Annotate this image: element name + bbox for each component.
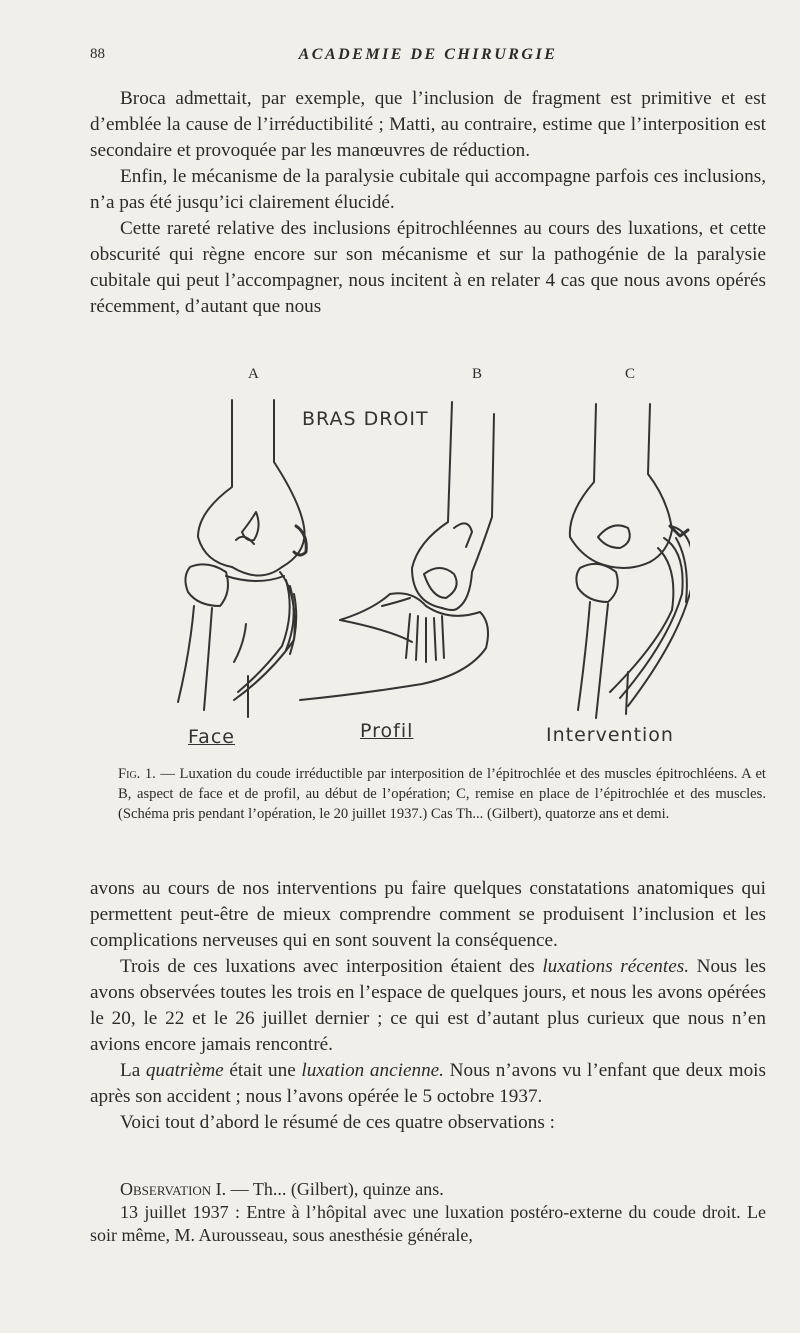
panel-label-profil: Profil: [360, 720, 414, 742]
observation-heading: [90, 1178, 766, 1201]
observation-label: Observation I.: [120, 1179, 227, 1199]
figure-caption: [118, 764, 766, 824]
panel-label-intervention: Intervention: [546, 724, 674, 746]
body-text: [90, 876, 766, 1136]
figure-elbow-diagram: [150, 362, 690, 754]
panel-intervention-drawing: [570, 404, 690, 718]
caption-label: Fig. 1.: [118, 766, 156, 782]
paragraph: Cette rareté relative des inclusions épitrochléennes au cours des luxations, et cette obscurité qui règne encore sur son mécanisme et sur la pathogénie de la paralysie cubitale qui peut l’accompagner, nous incitent à en relater 4 cas que nous avons opérés récemment, d’autant que nous: [90, 218, 766, 317]
text-run: Trois de ces luxations avec interposition étaient des: [120, 956, 543, 977]
page-header: [90, 46, 766, 70]
observation-text: 13 juillet 1937 : Entre à l’hôpital avec une luxation postéro-externe du coude droit. Le soir même, M. Aurousseau, sous anesthésie générale,: [90, 1202, 766, 1245]
figure-letter-c: C: [625, 366, 636, 382]
text-run: était une: [223, 1060, 302, 1081]
figure-letter-b: B: [472, 366, 483, 382]
paragraph: Broca admettait, par exemple, que l’inclusion de fragment est primitive et est d’emblée la cause de l’irréductibilité ; Matti, au contraire, estime que l’interposition est secondaire et provoquée par les manœuvres de réduction.: [90, 88, 766, 161]
emphasis: luxation ancienne.: [301, 1060, 444, 1081]
running-title: ACADEMIE DE CHIRURGIE: [298, 46, 558, 63]
figure-handwritten-title: BRAS DROIT: [302, 408, 429, 430]
paragraph: Enfin, le mécanisme de la paralysie cubitale qui accompagne parfois ces inclusions, n’a pas été jusqu’ici clairement élucidé.: [90, 166, 766, 213]
emphasis: quatrième: [145, 1060, 224, 1081]
panel-face-drawing: [178, 400, 306, 717]
observation-section: [90, 1178, 766, 1247]
text-run: Nous n’avons vu l’enfant que deux mois après son accident ; nous l’avons opérée le 5 octobre 1937.: [90, 1060, 766, 1107]
paragraph: Voici tout d’abord le résumé de ces quatre observations :: [120, 1112, 555, 1133]
text-run: La: [120, 1060, 146, 1081]
emphasis: luxations récentes.: [542, 956, 690, 977]
caption-text: — Luxation du coude irréductible par interposition de l’épitrochlée et des muscles épitrochléens. A et B, aspect de face et de profil, au début de l’opération; C, remise en place de l’épitrochlée et des muscles. (Schéma pris pendant l’opération, le 20 juillet 1937.) Cas Th... (Gilbert), quatorze ans et demi.: [118, 766, 766, 822]
intro-text: [90, 86, 766, 320]
observation-heading-text: — Th... (Gilbert), quinze ans.: [226, 1179, 444, 1199]
text-run: Nous les avons observées toutes les trois en l’espace de quelques jours, et nous les avons opérées le 20, le 22 et le 26 juillet dernier ; ce qui est d’autant plus curieux que nous n’en avions encore jamais rencontré.: [90, 956, 767, 1055]
page-number: 88: [90, 46, 105, 62]
panel-profile-drawing: [300, 402, 494, 700]
paragraph: [90, 954, 766, 1058]
paragraph: [90, 1058, 766, 1110]
paragraph: avons au cours de nos interventions pu faire quelques constatations anatomiques qui permettent peut-être de mieux comprendre comment se produisent l’inclusion et les complications nerveuses qui en sont souvent la conséquence.: [90, 878, 766, 951]
figure-letter-a: A: [248, 366, 259, 382]
panel-label-face: Face: [188, 726, 235, 748]
